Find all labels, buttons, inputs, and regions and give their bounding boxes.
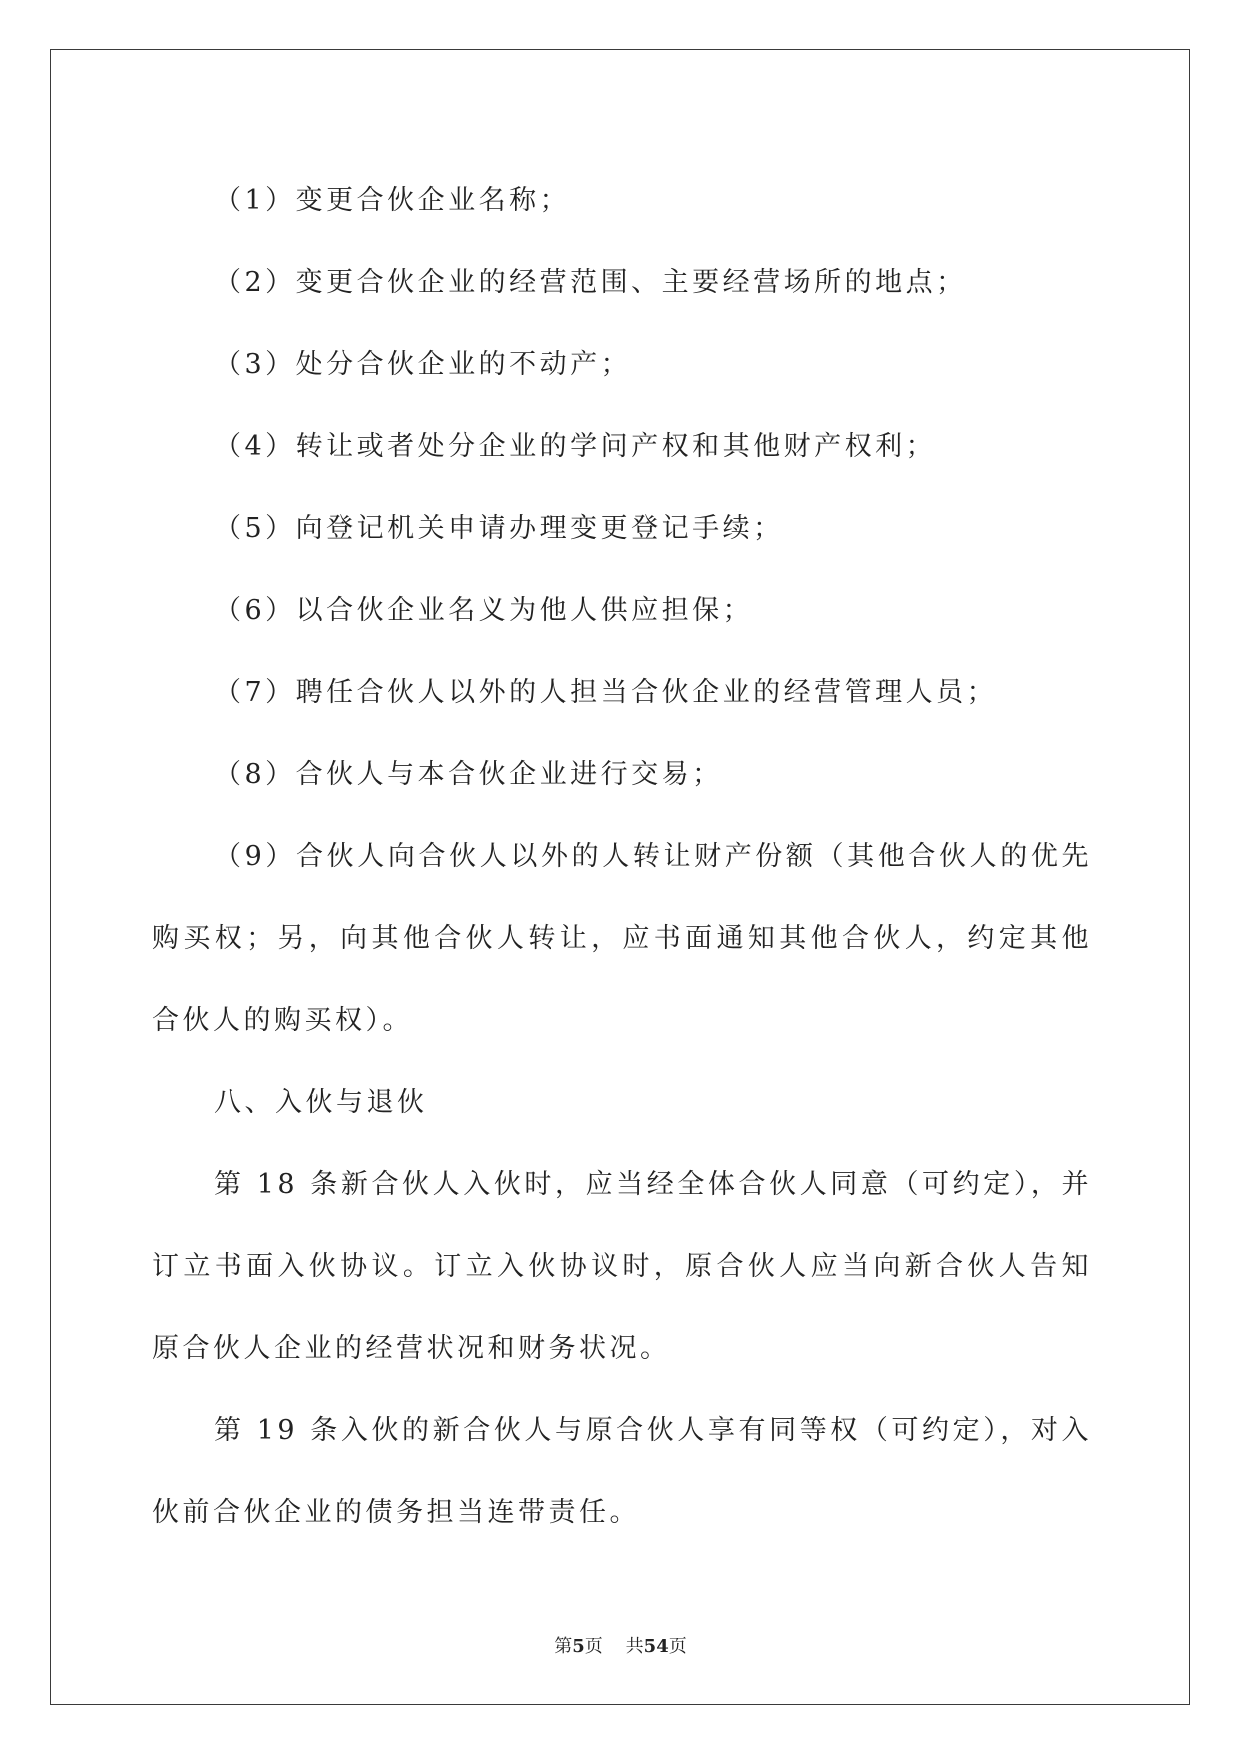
total-page-count: 54 <box>643 1636 669 1657</box>
section-heading: 八、入伙与退伙 <box>214 1087 428 1118</box>
footer-page-suffix: 页 <box>584 1636 603 1657</box>
current-page-number: 5 <box>572 1636 585 1657</box>
list-item-9: （9）合伙人向合伙人以外的人转让财产份额（其他合伙人的优先购买权；另，向其他合伙人转让，应书面通知其他合伙人，约定其他合伙人的购买权）。 <box>152 841 1092 1036</box>
footer-prefix: 第 <box>554 1636 573 1657</box>
list-item-4: （4）转让或者处分企业的学问产权和其他财产权利； <box>214 431 937 462</box>
list-item-7: （7）聘任合伙人以外的人担当合伙企业的经营管理人员； <box>214 677 998 708</box>
document-body <box>152 160 1092 1554</box>
page-footer <box>0 1632 1241 1658</box>
footer-total-suffix: 页 <box>668 1636 687 1657</box>
list-item-6: （6）以合伙企业名义为他人供应担保； <box>214 595 754 626</box>
footer-total-prefix: 共 <box>625 1636 644 1657</box>
article-19: 第 19 条入伙的新合伙人与原合伙人享有同等权（可约定），对入伙前合伙企业的债务担当连带责任。 <box>152 1415 1092 1528</box>
list-item-3: （3）处分合伙企业的不动产； <box>214 349 632 380</box>
list-item-8: （8）合伙人与本合伙企业进行交易； <box>214 759 723 790</box>
list-item-1: （1）变更合伙企业名称； <box>214 185 571 216</box>
list-item-2: （2）变更合伙企业的经营范围、主要经营场所的地点； <box>214 267 967 298</box>
article-18: 第 18 条新合伙人入伙时，应当经全体合伙人同意（可约定），并订立书面入伙协议。订立入伙协议时，原合伙人应当向新合伙人告知原合伙人企业的经营状况和财务状况。 <box>152 1169 1092 1364</box>
list-item-5: （5）向登记机关申请办理变更登记手续； <box>214 513 784 544</box>
